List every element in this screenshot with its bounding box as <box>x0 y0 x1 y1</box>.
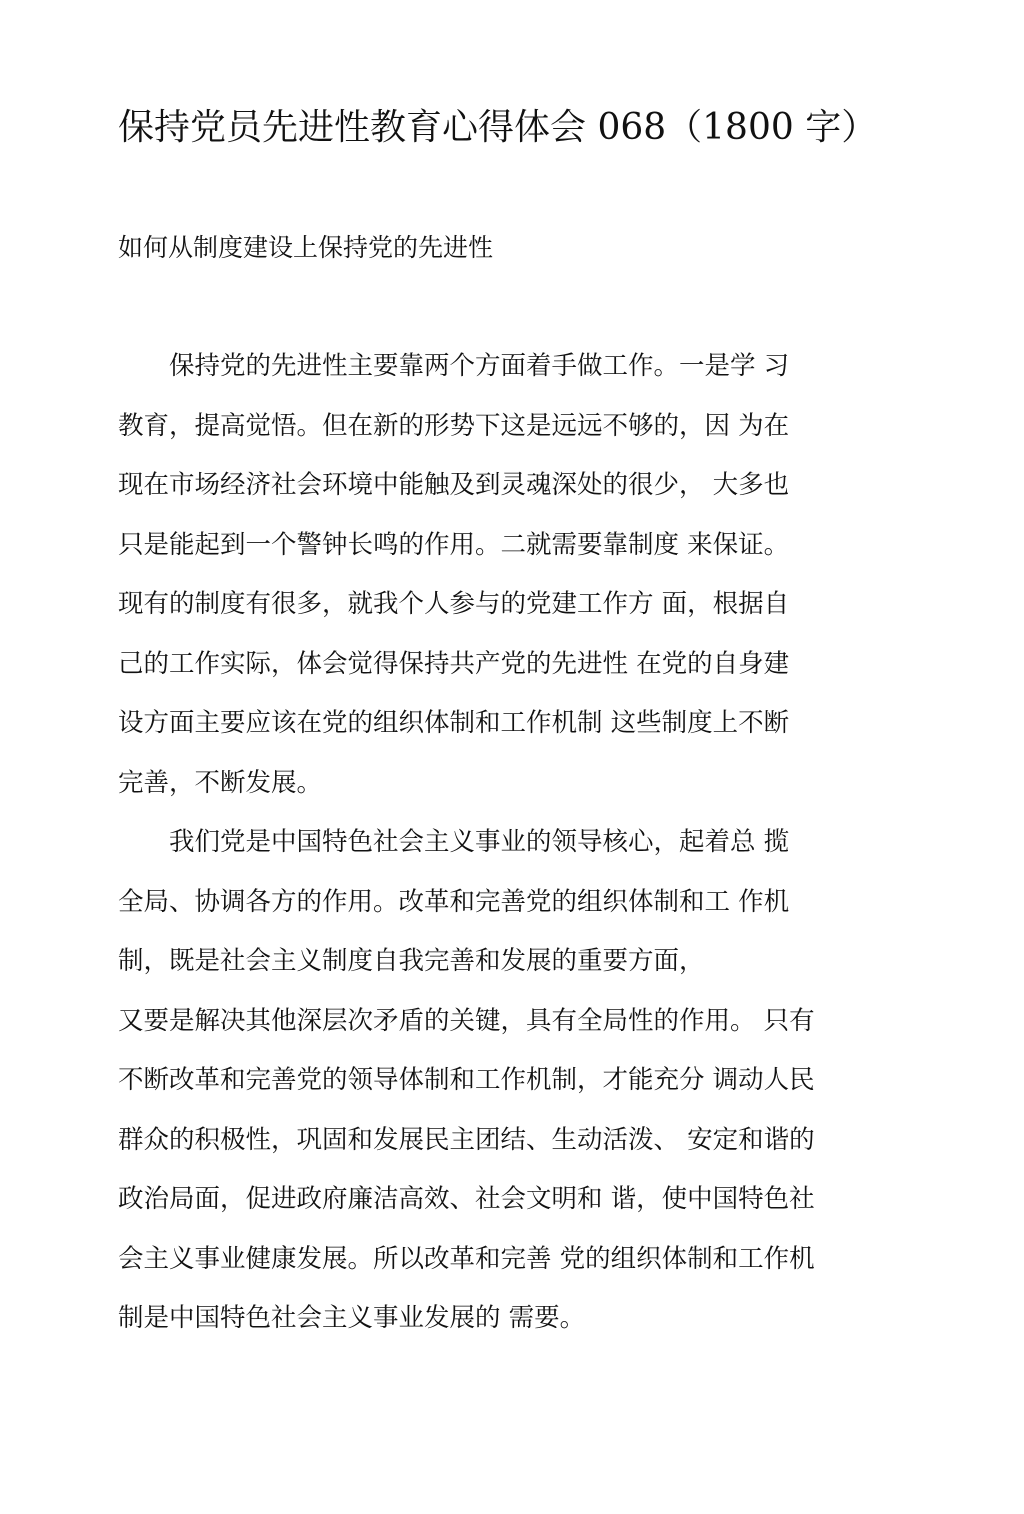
paragraph-line: 会主义事业健康发展。所以改革和完善 党的组织体制和工作机 <box>118 1243 815 1274</box>
paragraph-line: 群众的积极性，巩固和发展民主团结、生动活泼、 安定和谐的 <box>118 1124 815 1155</box>
paragraph-line: 制是中国特色社会主义事业发展的 需要。 <box>118 1303 586 1333</box>
paragraph-line: 只是能起到一个警钟长鸣的作用。二就需要靠制度 来保证。 <box>118 529 790 560</box>
paragraph-1 <box>118 337 908 813</box>
paragraph-2 <box>118 813 908 1349</box>
paragraph-line: 现有的制度有很多，就我个人参与的党建工作方 面，根据自 <box>118 589 790 619</box>
paragraph-line: 我们党是中国特色社会主义事业的领导核心，起着总 揽 <box>118 827 790 857</box>
paragraph-line: 现在市场经济社会环境中能触及到灵魂深处的很少， 大多也 <box>118 470 790 500</box>
document-subtitle: 如何从制度建设上保持党的先进性 <box>118 233 494 262</box>
paragraph-line: 教育，提高觉悟。但在新的形势下这是远远不够的，因 为在 <box>118 410 790 441</box>
paragraph-line: 己的工作实际，体会觉得保持共产党的先进性 在党的自身建 <box>118 648 790 679</box>
paragraph-line: 设方面主要应该在党的组织体制和工作机制 这些制度上不断 <box>118 708 790 738</box>
paragraph-line: 又要是解决其他深层次矛盾的关键，具有全局性的作用。 只有 <box>118 1005 815 1036</box>
paragraph-line: 全局、协调各方的作用。改革和完善党的组织体制和工 作机 <box>118 886 790 917</box>
paragraph-line: 保持党的先进性主要靠两个方面着手做工作。一是学 习 <box>118 351 790 381</box>
paragraph-line: 完善，不断发展。 <box>118 767 323 798</box>
paragraph-line: 政治局面，促进政府廉洁高效、社会文明和 谐，使中国特色社 <box>118 1184 815 1214</box>
document-title: 保持党员先进性教育心得体会 068（1800 字） <box>118 107 878 148</box>
paragraph-line: 不断改革和完善党的领导体制和工作机制，才能充分 调动人民 <box>118 1065 815 1095</box>
paragraph-line: 制，既是社会主义制度自我完善和发展的重要方面， <box>118 946 705 976</box>
